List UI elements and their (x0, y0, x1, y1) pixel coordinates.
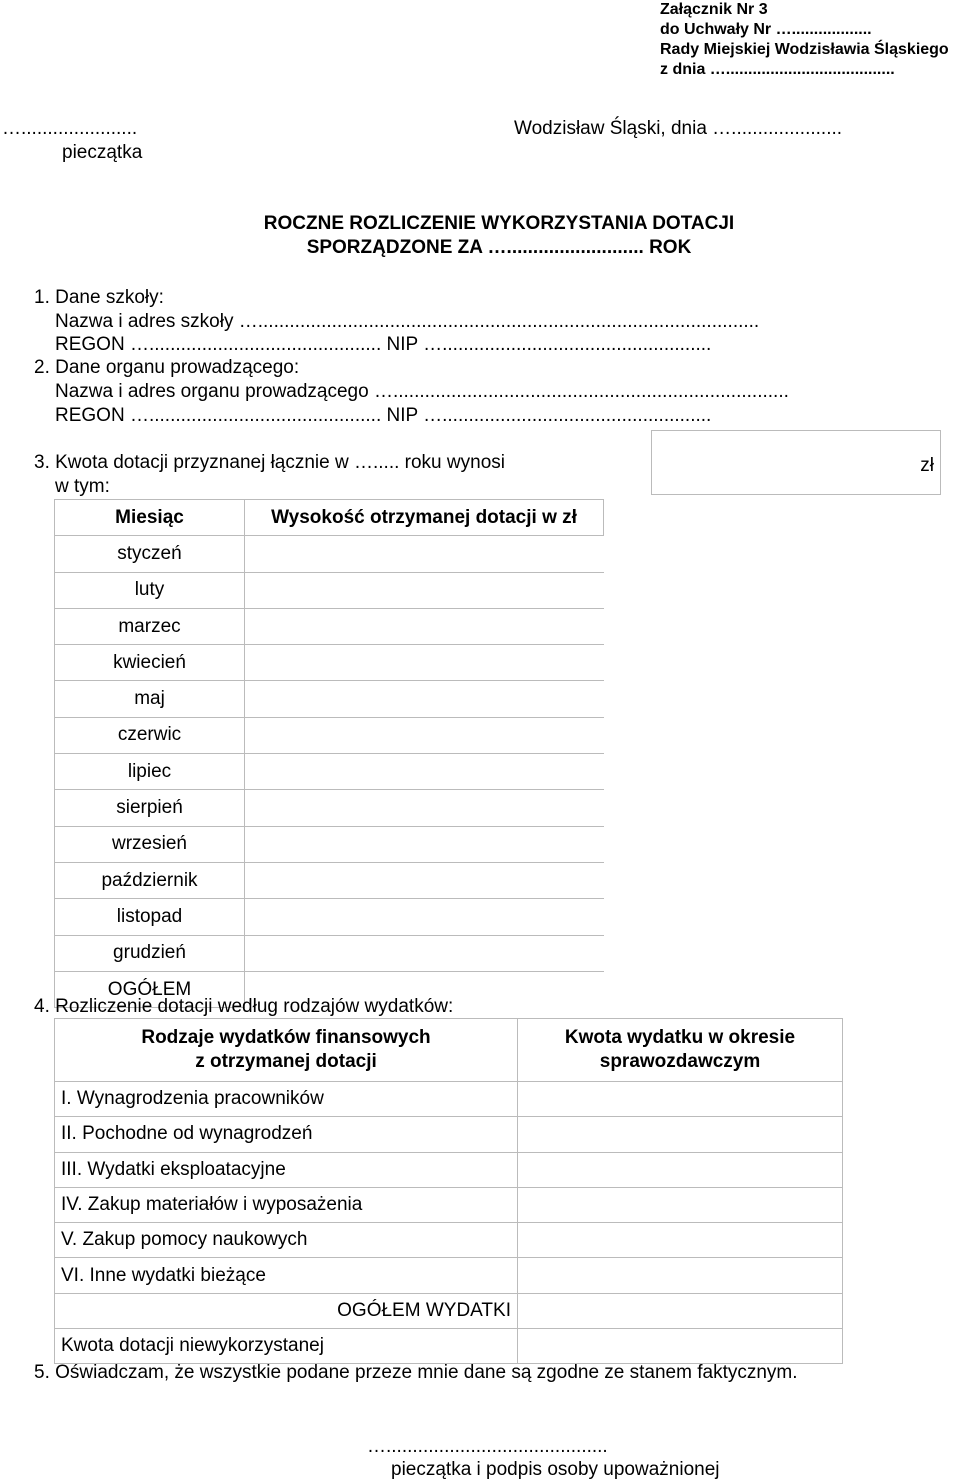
table-row (55, 826, 604, 862)
expense-total-cell (518, 1293, 843, 1328)
table-row (55, 1223, 843, 1258)
currency-label: zł (920, 455, 934, 476)
table-header-row (55, 500, 604, 536)
month-cell: maj (55, 681, 245, 717)
table-row (55, 862, 604, 898)
table-row (55, 790, 604, 826)
month-cell: marzec (55, 608, 245, 644)
amount-cell (245, 608, 604, 644)
amount-cell (245, 681, 604, 717)
table-row (55, 1117, 843, 1152)
section3-heading: 3. Kwota dotacji przyznanej łącznie w …..... roku wynosi (34, 452, 505, 473)
stamp-dots: …...................... (2, 118, 138, 139)
resolution-number: do Uchwały Nr ….................. (660, 21, 872, 38)
month-cell: wrzesień (55, 826, 245, 862)
expense-amount-cell (518, 1117, 843, 1152)
amount-cell (245, 826, 604, 862)
amount-cell (245, 935, 604, 971)
amount-cell (245, 645, 604, 681)
section4-heading: 4. Rozliczenie dotacji według rodzajów wydatków: (34, 996, 454, 1017)
expense-amount-cell (518, 1152, 843, 1187)
annex-number: Załącznik Nr 3 (660, 1, 768, 18)
expense-type-cell: V. Zakup pomocy naukowych (55, 1223, 518, 1258)
expense-amount-cell (518, 1082, 843, 1117)
expense-type-cell: III. Wydatki eksploatacyjne (55, 1152, 518, 1187)
amount-cell (245, 572, 604, 608)
table-row (55, 754, 604, 790)
table-row (55, 1152, 843, 1187)
amount-cell (245, 717, 604, 753)
amount-cell (245, 862, 604, 898)
month-cell: styczeń (55, 536, 245, 572)
expense-amount-header (518, 1019, 843, 1082)
month-cell: grudzień (55, 935, 245, 971)
expense-type-cell: I. Wynagrodzenia pracowników (55, 1082, 518, 1117)
expense-amount-header-line1: Kwota wydatku w okresie (564, 1027, 796, 1048)
school-regon-nip-field: REGON …............................................ NIP …................................................... (55, 334, 712, 355)
expense-table (54, 1018, 843, 1364)
month-cell: listopad (55, 899, 245, 935)
month-column-header: Miesiąc (55, 500, 245, 536)
table-row (55, 645, 604, 681)
amount-cell (245, 536, 604, 572)
table-row (55, 899, 604, 935)
expense-type-cell: IV. Zakup materiałów i wyposażenia (55, 1187, 518, 1222)
table-unused-row (55, 1329, 843, 1364)
document-title: ROCZNE ROZLICZENIE WYKORZYSTANIA DOTACJI (263, 213, 735, 234)
school-name-field: Nazwa i adres szkoły …............................................................................................... (55, 311, 760, 332)
expense-amount-cell (518, 1223, 843, 1258)
unused-grant-label: Kwota dotacji niewykorzystanej (55, 1329, 518, 1364)
expense-type-header-line2: z otrzymanej dotacji (195, 1051, 377, 1072)
operator-name-field: Nazwa i adres organu prowadzącego …........................................................................... (55, 381, 789, 402)
amount-cell (245, 899, 604, 935)
table-row (55, 536, 604, 572)
amount-cell (245, 754, 604, 790)
table-total-row (55, 1293, 843, 1328)
unused-grant-cell (518, 1329, 843, 1364)
expense-type-header-line1: Rodzaje wydatków finansowych (141, 1027, 431, 1048)
month-cell: sierpień (55, 790, 245, 826)
month-cell: lipiec (55, 754, 245, 790)
table-header-row (55, 1019, 843, 1082)
amount-column-header: Wysokość otrzymanej dotacji w zł (245, 500, 604, 536)
expense-type-header (55, 1019, 518, 1082)
monthly-grant-table (54, 499, 604, 1008)
table-row (55, 608, 604, 644)
expense-amount-cell (518, 1187, 843, 1222)
expense-total-label: OGÓŁEM WYDATKI (55, 1293, 518, 1328)
declaration-statement: 5. Oświadczam, że wszystkie podane przeze mnie dane są zgodne ze stanem faktycznym. (34, 1362, 798, 1383)
expense-amount-header-line2: sprawozdawczym (599, 1051, 761, 1072)
section1-heading: 1. Dane szkoły: (34, 287, 164, 308)
month-cell: luty (55, 572, 245, 608)
expense-type-cell: VI. Inne wydatki bieżące (55, 1258, 518, 1293)
total-amount-box (651, 430, 941, 495)
council-name: Rady Miejskiej Wodzisławia Śląskiego (660, 41, 949, 58)
expense-amount-cell (518, 1258, 843, 1293)
month-cell: czerwic (55, 717, 245, 753)
section3-sub: w tym: (55, 476, 110, 497)
section2-heading: 2. Dane organu prowadzącego: (34, 357, 300, 378)
place-date: Wodzisław Śląski, dnia …..................... (514, 118, 843, 139)
table-row (55, 681, 604, 717)
table-row (55, 935, 604, 971)
table-row (55, 1258, 843, 1293)
stamp-label: pieczątka (62, 142, 143, 163)
operator-regon-nip-field: REGON …............................................ NIP …................................................... (55, 405, 712, 426)
amount-cell (245, 790, 604, 826)
resolution-date: z dnia …...................................... (660, 61, 895, 78)
month-cell: kwiecień (55, 645, 245, 681)
signature-dots: ….......................................... (367, 1436, 608, 1457)
total-label: OGÓŁEM (55, 971, 245, 1007)
table-row (55, 1082, 843, 1117)
signature-label: pieczątka i podpis osoby upoważnionej (391, 1459, 720, 1480)
month-cell: październik (55, 862, 245, 898)
table-row (55, 572, 604, 608)
table-row (55, 717, 604, 753)
table-row (55, 1187, 843, 1222)
document-title-year: SPORZĄDZONE ZA ….......................... ROK (306, 237, 692, 258)
expense-type-cell: II. Pochodne od wynagrodzeń (55, 1117, 518, 1152)
